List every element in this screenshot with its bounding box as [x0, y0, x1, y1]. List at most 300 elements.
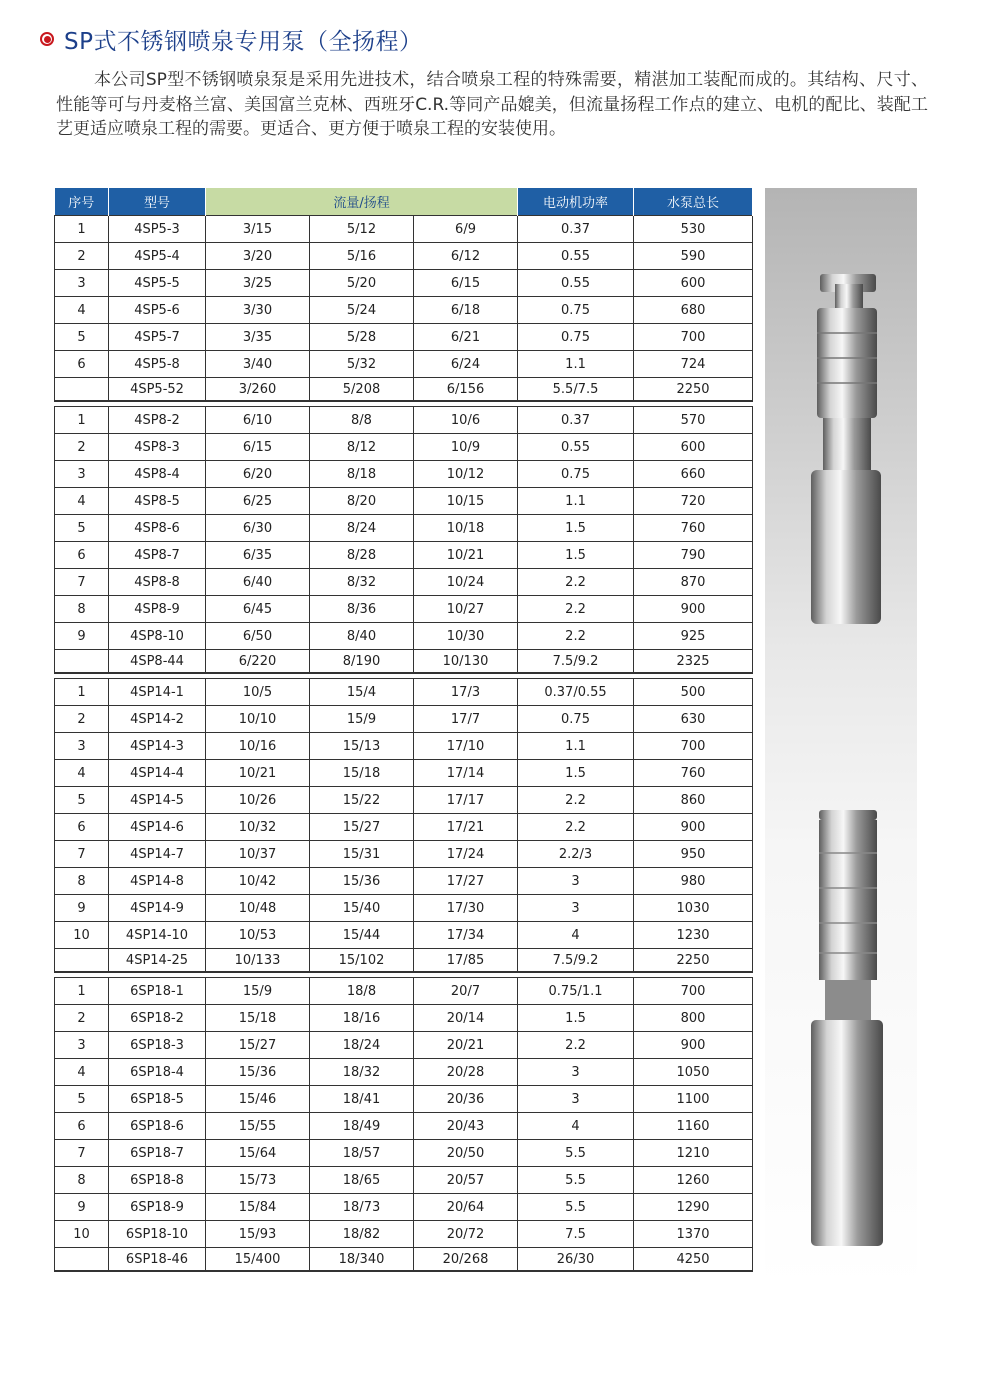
cell-no: 10: [55, 922, 109, 949]
cell-length: 1160: [634, 1113, 753, 1140]
cell-flow-1: 10/133: [206, 949, 310, 973]
table-row: [55, 407, 753, 434]
cell-model: 4SP8-4: [109, 461, 206, 488]
cell-model: 6SP18-5: [109, 1086, 206, 1113]
cell-flow-3: 6/15: [414, 270, 518, 297]
cell-flow-3: 10/130: [414, 650, 518, 674]
cell-no: [55, 1248, 109, 1272]
cell-no: 6: [55, 542, 109, 569]
cell-flow-3: 10/24: [414, 569, 518, 596]
cell-length: 1260: [634, 1167, 753, 1194]
cell-model: 4SP5-3: [109, 216, 206, 243]
cell-power: 5.5: [518, 1140, 634, 1167]
cell-no: 3: [55, 270, 109, 297]
cell-power: 0.37/0.55: [518, 679, 634, 706]
cell-length: 900: [634, 596, 753, 623]
cell-no: 5: [55, 1086, 109, 1113]
cell-flow-3: 17/30: [414, 895, 518, 922]
product-photo-panel: [765, 188, 917, 1288]
cell-length: 700: [634, 978, 753, 1005]
cell-power: 2.2: [518, 1032, 634, 1059]
table-row: [55, 868, 753, 895]
cell-flow-1: 15/55: [206, 1113, 310, 1140]
cell-flow-1: 3/20: [206, 243, 310, 270]
cell-no: 9: [55, 623, 109, 650]
cell-no: 7: [55, 841, 109, 868]
cell-power: 5.5/7.5: [518, 378, 634, 402]
table-total-row: [55, 1248, 753, 1272]
cell-flow-1: 6/15: [206, 434, 310, 461]
cell-model: 4SP8-10: [109, 623, 206, 650]
cell-power: 26/30: [518, 1248, 634, 1272]
cell-model: 6SP18-10: [109, 1221, 206, 1248]
cell-length: 2250: [634, 949, 753, 973]
table-row: [55, 461, 753, 488]
submersible-pump-image: [811, 810, 883, 1246]
cell-model: 4SP14-5: [109, 787, 206, 814]
cell-flow-3: 20/72: [414, 1221, 518, 1248]
cell-length: 760: [634, 760, 753, 787]
cell-power: 7.5/9.2: [518, 650, 634, 674]
cell-power: 0.37: [518, 407, 634, 434]
cell-power: 7.5/9.2: [518, 949, 634, 973]
cell-flow-1: 15/73: [206, 1167, 310, 1194]
cell-model: 4SP14-8: [109, 868, 206, 895]
cell-flow-3: 17/27: [414, 868, 518, 895]
cell-length: 4250: [634, 1248, 753, 1272]
cell-flow-2: 18/65: [310, 1167, 414, 1194]
cell-power: 0.75: [518, 706, 634, 733]
cell-flow-1: 3/30: [206, 297, 310, 324]
table-body: [55, 216, 753, 1272]
cell-flow-1: 15/27: [206, 1032, 310, 1059]
cell-power: 0.75: [518, 461, 634, 488]
cell-length: 570: [634, 407, 753, 434]
cell-no: 2: [55, 243, 109, 270]
cell-flow-2: 5/12: [310, 216, 414, 243]
cell-no: 1: [55, 216, 109, 243]
cell-flow-3: 17/14: [414, 760, 518, 787]
table-row: [55, 297, 753, 324]
cell-power: 1.5: [518, 542, 634, 569]
cell-no: 4: [55, 760, 109, 787]
cell-power: 4: [518, 1113, 634, 1140]
cell-no: 9: [55, 1194, 109, 1221]
cell-flow-3: 20/43: [414, 1113, 518, 1140]
cell-flow-3: 6/156: [414, 378, 518, 402]
header-power: 电动机功率: [518, 188, 634, 216]
cell-model: 6SP18-3: [109, 1032, 206, 1059]
cell-power: 0.55: [518, 243, 634, 270]
cell-flow-1: 10/5: [206, 679, 310, 706]
cell-model: 6SP18-2: [109, 1005, 206, 1032]
pump-with-motor-image: [811, 274, 881, 624]
cell-flow-2: 15/9: [310, 706, 414, 733]
cell-no: 7: [55, 1140, 109, 1167]
cell-power: 1.1: [518, 488, 634, 515]
cell-power: 1.5: [518, 760, 634, 787]
cell-no: 3: [55, 461, 109, 488]
cell-model: 6SP18-6: [109, 1113, 206, 1140]
cell-flow-2: 15/22: [310, 787, 414, 814]
cell-power: 3: [518, 895, 634, 922]
cell-flow-3: 6/24: [414, 351, 518, 378]
cell-power: 1.5: [518, 1005, 634, 1032]
cell-flow-2: 18/49: [310, 1113, 414, 1140]
table-row: [55, 787, 753, 814]
cell-flow-3: 17/85: [414, 949, 518, 973]
table-row: [55, 569, 753, 596]
cell-power: 2.2: [518, 814, 634, 841]
cell-power: 0.55: [518, 270, 634, 297]
cell-flow-1: 10/32: [206, 814, 310, 841]
cell-no: 1: [55, 679, 109, 706]
cell-flow-3: 17/3: [414, 679, 518, 706]
cell-flow-3: 6/21: [414, 324, 518, 351]
table-row: [55, 542, 753, 569]
cell-model: 4SP5-5: [109, 270, 206, 297]
cell-flow-2: 8/40: [310, 623, 414, 650]
table-row: [55, 841, 753, 868]
table-row: [55, 1086, 753, 1113]
cell-no: [55, 949, 109, 973]
cell-length: 720: [634, 488, 753, 515]
cell-length: 500: [634, 679, 753, 706]
cell-flow-1: 10/37: [206, 841, 310, 868]
cell-length: 530: [634, 216, 753, 243]
table-row: [55, 623, 753, 650]
cell-flow-3: 20/7: [414, 978, 518, 1005]
cell-flow-2: 5/16: [310, 243, 414, 270]
cell-length: 2250: [634, 378, 753, 402]
cell-flow-2: 5/20: [310, 270, 414, 297]
cell-no: 5: [55, 787, 109, 814]
cell-model: 4SP5-8: [109, 351, 206, 378]
intro-paragraph: 本公司SP型不锈钢喷泉泵是采用先进技术，结合喷泉工程的特殊需要，精湛加工装配而成的。其结构、尺寸、性能等可与丹麦格兰富、美国富兰克林、西班牙C.R.等同产品媲美，但流量扬程工作点的建立、电机的配比、装配工艺更适应喷泉工程的需要。更适合、更方便于喷泉工程的安装使用。: [56, 70, 928, 139]
cell-flow-1: 6/50: [206, 623, 310, 650]
cell-flow-1: 15/400: [206, 1248, 310, 1272]
table-row: [55, 434, 753, 461]
cell-power: 7.5: [518, 1221, 634, 1248]
cell-flow-1: 15/93: [206, 1221, 310, 1248]
cell-length: 700: [634, 324, 753, 351]
cell-flow-1: 15/18: [206, 1005, 310, 1032]
cell-no: [55, 650, 109, 674]
cell-flow-2: 18/32: [310, 1059, 414, 1086]
cell-flow-1: 6/10: [206, 407, 310, 434]
cell-flow-3: 20/28: [414, 1059, 518, 1086]
cell-length: 1100: [634, 1086, 753, 1113]
cell-power: 3: [518, 1086, 634, 1113]
pump-illustrations: [765, 188, 917, 1288]
cell-length: 1050: [634, 1059, 753, 1086]
table-row: [55, 895, 753, 922]
cell-flow-3: 6/9: [414, 216, 518, 243]
cell-flow-2: 15/27: [310, 814, 414, 841]
header-flow-head: 流量/扬程: [206, 188, 518, 216]
cell-power: 0.55: [518, 434, 634, 461]
cell-flow-1: 6/30: [206, 515, 310, 542]
cell-model: 4SP8-2: [109, 407, 206, 434]
cell-flow-2: 8/32: [310, 569, 414, 596]
cell-model: 6SP18-9: [109, 1194, 206, 1221]
cell-length: 950: [634, 841, 753, 868]
cell-flow-2: 15/44: [310, 922, 414, 949]
cell-model: 4SP14-10: [109, 922, 206, 949]
cell-flow-1: 10/26: [206, 787, 310, 814]
cell-length: 1210: [634, 1140, 753, 1167]
cell-length: 1290: [634, 1194, 753, 1221]
cell-flow-2: 8/28: [310, 542, 414, 569]
table-row: [55, 1059, 753, 1086]
cell-flow-3: 20/50: [414, 1140, 518, 1167]
cell-length: 800: [634, 1005, 753, 1032]
cell-flow-2: 8/12: [310, 434, 414, 461]
cell-power: 1.1: [518, 351, 634, 378]
cell-power: 2.2: [518, 787, 634, 814]
cell-flow-3: 10/15: [414, 488, 518, 515]
cell-flow-3: 10/6: [414, 407, 518, 434]
cell-length: 900: [634, 1032, 753, 1059]
cell-flow-1: 3/15: [206, 216, 310, 243]
table-total-row: [55, 650, 753, 674]
cell-length: 790: [634, 542, 753, 569]
table-row: [55, 1113, 753, 1140]
cell-flow-3: 17/24: [414, 841, 518, 868]
table-row: [55, 1167, 753, 1194]
cell-model: 4SP8-6: [109, 515, 206, 542]
cell-length: 1030: [634, 895, 753, 922]
cell-flow-1: 6/220: [206, 650, 310, 674]
cell-power: 2.2/3: [518, 841, 634, 868]
table-row: [55, 1140, 753, 1167]
cell-power: 2.2: [518, 569, 634, 596]
cell-no: 4: [55, 488, 109, 515]
cell-no: 2: [55, 706, 109, 733]
table-row: [55, 324, 753, 351]
cell-length: 860: [634, 787, 753, 814]
cell-no: 6: [55, 351, 109, 378]
cell-length: 590: [634, 243, 753, 270]
cell-flow-2: 8/190: [310, 650, 414, 674]
table-row: [55, 243, 753, 270]
cell-no: 2: [55, 1005, 109, 1032]
cell-flow-3: 10/12: [414, 461, 518, 488]
table-row: [55, 351, 753, 378]
cell-model: 6SP18-7: [109, 1140, 206, 1167]
cell-length: 680: [634, 297, 753, 324]
cell-flow-2: 15/18: [310, 760, 414, 787]
cell-no: 8: [55, 596, 109, 623]
cell-flow-2: 18/8: [310, 978, 414, 1005]
cell-flow-1: 6/25: [206, 488, 310, 515]
table-row: [55, 488, 753, 515]
cell-model: 6SP18-1: [109, 978, 206, 1005]
cell-power: 5.5: [518, 1194, 634, 1221]
table-total-row: [55, 949, 753, 973]
cell-flow-1: 6/45: [206, 596, 310, 623]
cell-flow-2: 15/102: [310, 949, 414, 973]
cell-length: 1370: [634, 1221, 753, 1248]
cell-flow-3: 10/21: [414, 542, 518, 569]
cell-flow-2: 15/31: [310, 841, 414, 868]
cell-power: 1.1: [518, 733, 634, 760]
cell-flow-2: 18/340: [310, 1248, 414, 1272]
cell-model: 4SP5-6: [109, 297, 206, 324]
cell-flow-1: 3/25: [206, 270, 310, 297]
cell-model: 4SP8-8: [109, 569, 206, 596]
cell-flow-2: 18/16: [310, 1005, 414, 1032]
cell-flow-1: 15/36: [206, 1059, 310, 1086]
cell-model: 4SP14-2: [109, 706, 206, 733]
cell-model: 6SP18-46: [109, 1248, 206, 1272]
cell-flow-3: 20/57: [414, 1167, 518, 1194]
cell-flow-3: 6/18: [414, 297, 518, 324]
cell-power: 2.2: [518, 623, 634, 650]
cell-no: 9: [55, 895, 109, 922]
cell-model: 4SP8-3: [109, 434, 206, 461]
cell-flow-1: 10/10: [206, 706, 310, 733]
cell-no: 6: [55, 1113, 109, 1140]
cell-length: 700: [634, 733, 753, 760]
cell-no: 3: [55, 1032, 109, 1059]
cell-model: 4SP8-44: [109, 650, 206, 674]
cell-flow-1: 3/40: [206, 351, 310, 378]
cell-flow-3: 20/64: [414, 1194, 518, 1221]
cell-power: 2.2: [518, 596, 634, 623]
cell-model: 4SP8-5: [109, 488, 206, 515]
table-row: [55, 978, 753, 1005]
page-title: SP式不锈钢喷泉专用泵（全扬程）: [64, 28, 423, 55]
spec-table: [54, 188, 753, 1272]
table-row: [55, 596, 753, 623]
table-row: [55, 760, 753, 787]
cell-model: 4SP8-9: [109, 596, 206, 623]
cell-flow-2: 8/20: [310, 488, 414, 515]
cell-length: 724: [634, 351, 753, 378]
cell-flow-2: 8/24: [310, 515, 414, 542]
cell-no: 4: [55, 297, 109, 324]
header-length: 水泵总长: [634, 188, 753, 216]
cell-no: 6: [55, 814, 109, 841]
cell-flow-1: 10/48: [206, 895, 310, 922]
cell-flow-2: 5/208: [310, 378, 414, 402]
cell-model: 6SP18-8: [109, 1167, 206, 1194]
cell-flow-3: 10/9: [414, 434, 518, 461]
cell-flow-3: 10/18: [414, 515, 518, 542]
cell-model: 4SP14-4: [109, 760, 206, 787]
cell-flow-2: 8/8: [310, 407, 414, 434]
table-row: [55, 216, 753, 243]
cell-no: 1: [55, 407, 109, 434]
table-header-row: [55, 188, 753, 216]
cell-flow-1: 3/35: [206, 324, 310, 351]
cell-flow-3: 17/7: [414, 706, 518, 733]
cell-flow-3: 17/34: [414, 922, 518, 949]
table-row: [55, 814, 753, 841]
cell-power: 0.75/1.1: [518, 978, 634, 1005]
cell-length: 630: [634, 706, 753, 733]
table-row: [55, 1005, 753, 1032]
cell-model: 4SP5-52: [109, 378, 206, 402]
cell-model: 4SP14-3: [109, 733, 206, 760]
cell-power: 0.75: [518, 324, 634, 351]
cell-flow-1: 10/21: [206, 760, 310, 787]
cell-flow-1: 10/53: [206, 922, 310, 949]
cell-flow-3: 20/14: [414, 1005, 518, 1032]
cell-no: 7: [55, 569, 109, 596]
cell-flow-2: 18/73: [310, 1194, 414, 1221]
table-row: [55, 270, 753, 297]
cell-model: 4SP14-1: [109, 679, 206, 706]
cell-flow-2: 18/57: [310, 1140, 414, 1167]
header-no: 序号: [55, 188, 109, 216]
cell-flow-1: 10/42: [206, 868, 310, 895]
cell-flow-2: 15/4: [310, 679, 414, 706]
cell-no: 2: [55, 434, 109, 461]
cell-flow-3: 10/30: [414, 623, 518, 650]
cell-flow-1: 15/9: [206, 978, 310, 1005]
cell-flow-2: 18/82: [310, 1221, 414, 1248]
cell-flow-2: 5/24: [310, 297, 414, 324]
cell-flow-3: 6/12: [414, 243, 518, 270]
cell-flow-2: 8/18: [310, 461, 414, 488]
cell-no: 4: [55, 1059, 109, 1086]
table-row: [55, 679, 753, 706]
cell-flow-2: 5/28: [310, 324, 414, 351]
cell-model: 4SP8-7: [109, 542, 206, 569]
cell-model: 4SP5-7: [109, 324, 206, 351]
cell-no: [55, 378, 109, 402]
cell-model: 4SP14-6: [109, 814, 206, 841]
red-circle-bullet-icon: [40, 32, 54, 46]
cell-model: 4SP14-7: [109, 841, 206, 868]
cell-model: 6SP18-4: [109, 1059, 206, 1086]
cell-flow-3: 17/10: [414, 733, 518, 760]
cell-flow-3: 20/21: [414, 1032, 518, 1059]
cell-length: 2325: [634, 650, 753, 674]
table-row: [55, 1032, 753, 1059]
header-model: 型号: [109, 188, 206, 216]
cell-flow-2: 5/32: [310, 351, 414, 378]
cell-flow-1: 6/20: [206, 461, 310, 488]
cell-power: 3: [518, 1059, 634, 1086]
cell-length: 900: [634, 814, 753, 841]
table-row: [55, 922, 753, 949]
title-row: [40, 22, 422, 56]
cell-length: 870: [634, 569, 753, 596]
cell-length: 660: [634, 461, 753, 488]
cell-flow-1: 15/64: [206, 1140, 310, 1167]
cell-no: 1: [55, 978, 109, 1005]
cell-flow-1: 10/16: [206, 733, 310, 760]
cell-no: 10: [55, 1221, 109, 1248]
cell-model: 4SP14-9: [109, 895, 206, 922]
cell-length: 600: [634, 434, 753, 461]
cell-no: 3: [55, 733, 109, 760]
cell-model: 4SP14-25: [109, 949, 206, 973]
cell-no: 5: [55, 324, 109, 351]
cell-power: 3: [518, 868, 634, 895]
cell-power: 0.37: [518, 216, 634, 243]
table-row: [55, 1221, 753, 1248]
cell-flow-2: 18/24: [310, 1032, 414, 1059]
cell-power: 4: [518, 922, 634, 949]
cell-flow-1: 15/84: [206, 1194, 310, 1221]
table-total-row: [55, 378, 753, 402]
cell-length: 1230: [634, 922, 753, 949]
cell-power: 0.75: [518, 297, 634, 324]
